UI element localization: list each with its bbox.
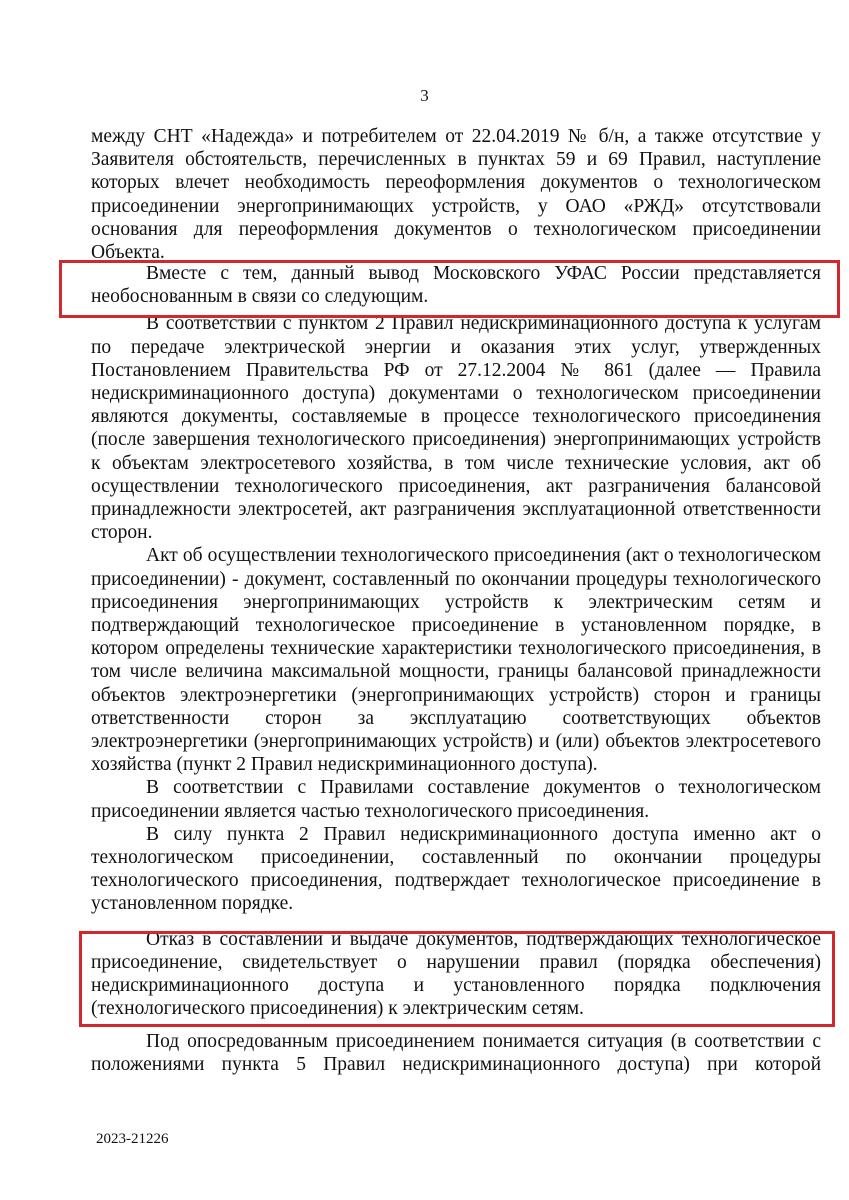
paragraph-rules-composition: В соответствии с Правилами составление документов о технологическом присоединении является частью технологического присоединения. bbox=[91, 777, 821, 822]
paragraph-rules-definition: В соответствии с пунктом 2 Правил недискриминационного доступа к услугам по передаче электрической энергии и оказания этих услуг, утвержденных Постановлением Правительства РФ от 27.12.2004 № 861 (далее — Правила недискриминационного доступа) документами о технологическом присоединении являются документы, составляемые в процессе технологического присоединения (после завершения технологического присоединения) энергопринимающих устройств к объектам электросетевого хозяйства, в том числе технические условия, акт об осуществлении технологического присоединения, акт разграничения балансовой принадлежности электросетей, акт разграничения эксплуатационной ответственности сторон. bbox=[91, 313, 821, 544]
paragraph-indirect-connection: Под опосредованным присоединением понимается ситуация (в соответствии с положениями пункта 5 Правил недискриминационного доступа) при которой bbox=[91, 1030, 821, 1075]
page-number: 3 bbox=[420, 86, 429, 105]
paragraph-act-definition: Акт об осуществлении технологического присоединения (акт о технологическом присоединении) - документ, составленный по окончании процедуры технологического присоединения энергопринимающих устройств к электрическим сетям и подтверждающий технологическое присоединение в установленном порядке, в котором определены технические характеристики технологического присоединения, в том числе величина максимальной мощности, границы балансовой принадлежности объектов электроэнергетики (энергопринимающих устройств) сторон и границы ответственности сторон за эксплуатацию соответствующих объектов электроэнергетики (энергопринимающих устройств) и (или) объектов электросетевого хозяйства (пункт 2 Правил недискриминационного доступа). bbox=[91, 545, 821, 776]
document-code: 2023-21226 bbox=[96, 1131, 169, 1147]
paragraph-act-confirms: В силу пункта 2 Правил недискриминационного доступа именно акт о технологическом присоединении, составленный по окончании процедуры технологического присоединения, подтверждает технологическое присоединение в установленном порядке. bbox=[91, 823, 821, 915]
highlight-box-conclusion bbox=[59, 260, 840, 318]
paragraph-refusal-violation: Отказ в составлении и выдаче документов, подтверждающих технологическое присоединение, свидетельствует о нарушении правил (порядка обеспечения) недискриминационного доступа и установленного порядка подключения (технологического присоединения) к электрическим сетям. bbox=[91, 928, 821, 1020]
paragraph-conclusion-disputed: Вместе с тем, данный вывод Московского УФАС России представляется необоснованным в связи со следующим. bbox=[91, 263, 821, 308]
highlight-box-refusal bbox=[79, 931, 835, 1027]
paragraph-continuation: между СНТ «Надежда» и потребителем от 22.04.2019 № б/н, а также отсутствие у Заявителя обстоятельств, перечисленных в пунктах 59 и 69 Правил, наступление которых влечет необходимость переоформления документов о технологическом присоединении энергопринимающих устройств, у ОАО «РЖД» отсутствовали основания для переоформления документов о технологическом присоединении Объекта. bbox=[91, 126, 821, 264]
